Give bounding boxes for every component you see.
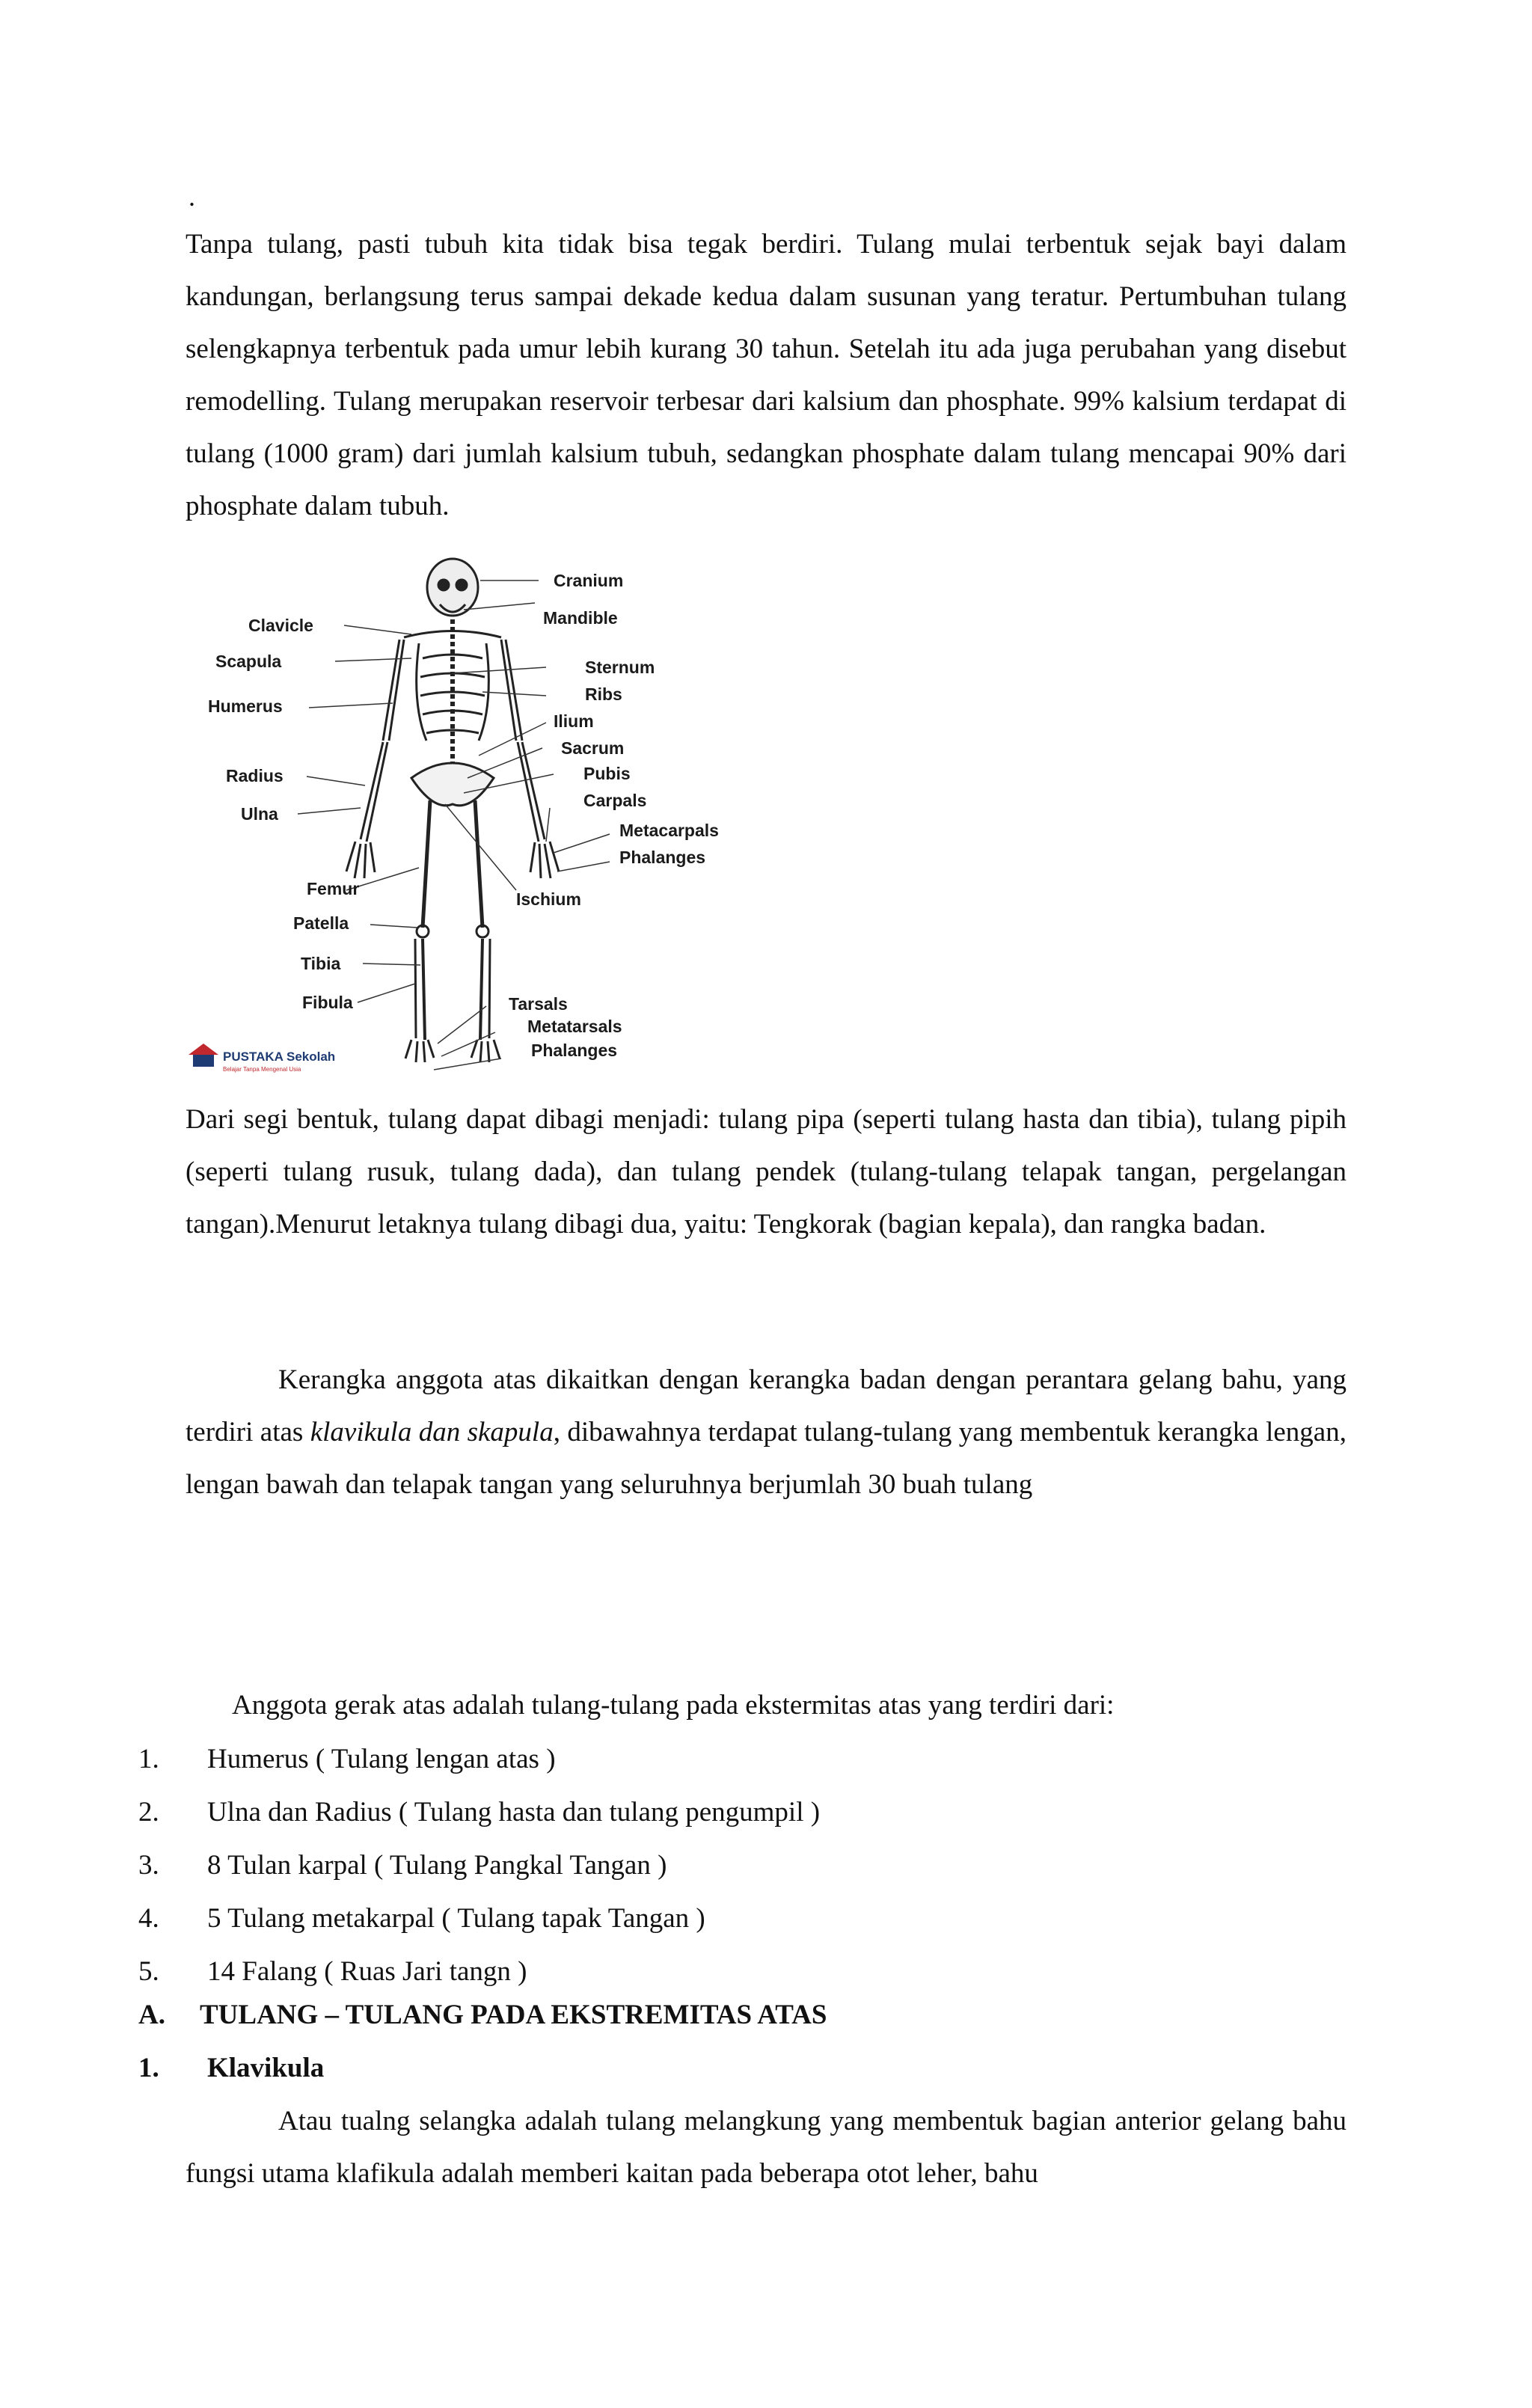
skeleton-figure [187, 554, 770, 1077]
list-item-text: Humerus ( Tulang lengan atas ) [207, 1744, 556, 1774]
paragraph-klavikula: Atau tualng selangka adalah tulang melangkung yang membentuk bagian anterior gelang bahu fungsi utama klafikula adalah memberi kaitan pada beberapa otot leher, bahu [186, 2106, 1346, 2189]
list-item-number: 4. [138, 1903, 159, 1934]
leading-dot: . [189, 182, 195, 212]
list-item-number: 3. [138, 1850, 159, 1881]
label-scapula: Scapula [215, 652, 282, 671]
list-intro: Anggota gerak atas adalah tulang-tulang pada ekstermitas atas yang terdiri dari: [232, 1690, 1115, 1721]
paragraph-upper-skeleton-italic: klavikula dan skapula [310, 1417, 554, 1447]
list-item-number: 5. [138, 1956, 159, 1987]
label-radius: Radius [226, 766, 284, 785]
paragraph-upper-skeleton-part1: Kerangka anggota atas dikaitkan dengan kerangka badan dengan perantara gelang bahu, yang terdiri atas [186, 1364, 1346, 1447]
label-sacrum: Sacrum [561, 738, 625, 758]
paragraph-intro: Tanpa tulang, pasti tubuh kita tidak bisa tegak berdiri. Tulang mulai terbentuk sejak bayi dalam kandungan, berlangsung terus sampai dekade kedua dalam susunan yang teratur. Pertumbuhan tulang selengkapnya terbentuk pada umur lebih kurang 30 tahun. Setelah itu ada juga perubahan yang disebut remodelling. Tulang merupakan reservoir terbesar dari kalsium dan phosphate. 99% kalsium terdapat di tulang (1000 gram) dari jumlah kalsium tubuh, sedangkan phosphate dalam tulang mencapai 90% dari phosphate dalam tubuh. [186, 229, 1346, 521]
label-metacarpals: Metacarpals [619, 821, 719, 840]
list-item-number: 2. [138, 1797, 159, 1828]
label-clavicle: Clavicle [248, 616, 313, 635]
label-carpals: Carpals [583, 791, 647, 810]
list-item-text: 8 Tulan karpal ( Tulang Pangkal Tangan ) [207, 1850, 667, 1881]
paragraph-bone-shapes: Dari segi bentuk, tulang dapat dibagi menjadi: tulang pipa (seperti tulang hasta dan tibia), tulang pipih (seperti tulang rusuk, tulang dada), dan tulang pendek (tulang-tulang telapak tangan, pergelangan tangan).Menurut letaknya tulang dibagi dua, yaitu: Tengkorak (bagian kepala), dan rangka badan. [186, 1104, 1346, 1240]
skeleton-diagram [187, 554, 770, 1077]
label-mandible: Mandible [543, 608, 618, 628]
list-item-text: 14 Falang ( Ruas Jari tangn ) [207, 1956, 527, 1987]
skeleton-drawing [346, 559, 559, 1062]
label-humerus: Humerus [208, 696, 283, 716]
list-item-text: 5 Tulang metakarpal ( Tulang tapak Tangan ) [207, 1903, 705, 1934]
list-item-number: 1. [138, 1744, 159, 1774]
subsection-title: Klavikula [207, 2053, 325, 2083]
label-ulna: Ulna [241, 804, 278, 824]
label-ischium: Ischium [516, 889, 581, 909]
label-ilium: Ilium [554, 711, 594, 731]
label-femur: Femur [307, 879, 360, 898]
subsection-number: 1. [138, 2053, 159, 2083]
label-phalanges-hand: Phalanges [619, 848, 706, 867]
section-title: TULANG – TULANG PADA EKSTREMITAS ATAS [200, 2000, 827, 2030]
paragraph-upper-skeleton-part2: , dibawahnya terdapat tulang-tulang yang membentuk kerangka lengan, lengan bawah dan telapak tangan yang seluruhnya berjumlah 30 buah tulang [186, 1417, 1346, 1500]
label-fibula: Fibula [302, 993, 353, 1012]
label-patella: Patella [293, 913, 349, 933]
label-ribs: Ribs [585, 684, 622, 704]
label-cranium: Cranium [554, 571, 624, 590]
logo-tagline: Belajar Tanpa Mengenal Usia [223, 1066, 301, 1073]
paragraph-upper-skeleton [186, 1354, 1346, 1511]
label-phalanges-foot: Phalanges [531, 1041, 618, 1060]
list-item-text: Ulna dan Radius ( Tulang hasta dan tulang pengumpil ) [207, 1797, 821, 1828]
label-tarsals: Tarsals [509, 994, 568, 1014]
label-metatarsals: Metatarsals [527, 1017, 622, 1036]
pustaka-sekolah-logo [189, 1044, 335, 1073]
label-sternum: Sternum [585, 658, 655, 677]
label-pubis: Pubis [583, 764, 631, 783]
logo-text: PUSTAKA Sekolah [223, 1050, 336, 1064]
label-tibia: Tibia [301, 954, 341, 973]
section-letter: A. [138, 2000, 165, 2030]
